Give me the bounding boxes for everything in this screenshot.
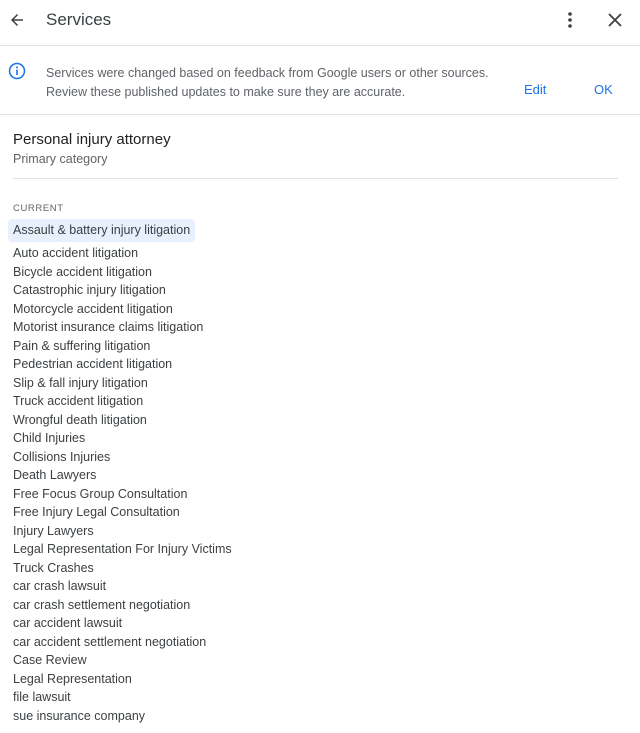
service-item: car accident settlement negotiation (13, 634, 207, 649)
service-item: file lawsuit (13, 690, 71, 704)
category-name: Personal injury attorney (13, 131, 171, 148)
info-banner (0, 47, 640, 115)
service-item: Slip & fall injury litigation (13, 375, 148, 390)
service-item: car accident lawsuit (13, 616, 123, 630)
service-item: Legal Representation (13, 671, 132, 686)
service-item: car crash lawsuit (13, 579, 107, 593)
category-label: Primary category (13, 152, 108, 166)
service-item: Truck Crashes (13, 560, 94, 575)
service-item: Bicycle accident litigation (13, 264, 152, 279)
service-item: Truck accident litigation (13, 394, 144, 408)
service-item: Case Review (13, 653, 87, 667)
service-item: Wrongful death litigation (13, 412, 147, 427)
service-item: Motorist insurance claims litigation (13, 320, 204, 334)
primary-category (13, 131, 171, 166)
section-label-current: CURRENT (13, 203, 64, 214)
service-item: Legal Representation For Injury Victims (13, 542, 232, 556)
service-item: sue insurance company (13, 708, 146, 723)
edit-button[interactable]: Edit (524, 82, 547, 97)
divider (13, 178, 618, 179)
page-title: Services (46, 10, 112, 29)
header (0, 0, 640, 46)
service-item: Free Injury Legal Consultation (13, 505, 180, 519)
service-item: Motorcycle accident litigation (13, 301, 173, 316)
close-button[interactable] (604, 9, 626, 31)
ok-button[interactable]: OK (594, 82, 613, 97)
more-vert-icon (567, 11, 573, 29)
service-item: Injury Lawyers (13, 523, 94, 538)
close-icon (608, 13, 622, 27)
services-list (13, 244, 232, 725)
more-options-button[interactable] (560, 8, 580, 32)
service-item: Child Injuries (13, 431, 86, 445)
service-item: Collisions Injuries (13, 449, 111, 464)
info-icon (8, 62, 26, 80)
service-item: Pedestrian accident litigation (13, 357, 173, 371)
service-item: car crash settlement negotiation (13, 597, 191, 612)
service-item: Pain & suffering litigation (13, 338, 151, 353)
service-item: Free Focus Group Consultation (13, 486, 188, 501)
arrow-back-icon (8, 11, 26, 29)
banner-message: Services were changed based on feedback from Google users or other sources. Review these published updates to make sure they are accurate. (46, 66, 489, 99)
back-button[interactable] (6, 9, 28, 31)
service-item: Catastrophic injury litigation (13, 283, 166, 297)
service-item-highlighted: Assault & battery injury litigation (8, 219, 195, 242)
service-item: Death Lawyers (13, 468, 97, 482)
service-item: Auto accident litigation (13, 246, 139, 260)
